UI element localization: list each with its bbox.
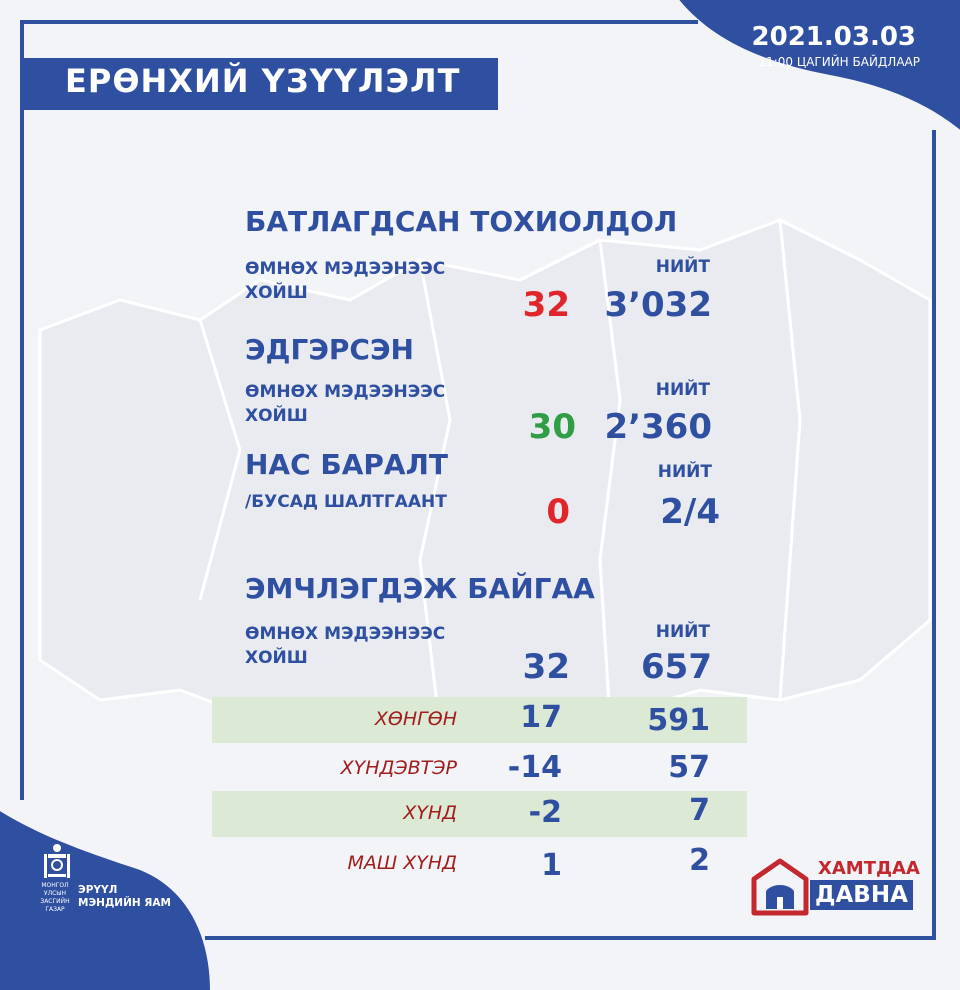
campaign-line-1: ХАМТДАА	[818, 858, 920, 879]
severity-label: ХҮНДЭВТЭР	[340, 757, 457, 779]
ministry-name	[78, 884, 171, 910]
report-date: 2021.03.03	[751, 22, 916, 52]
deaths-total-value: 2/4	[660, 492, 720, 532]
page-title: ЕРӨНХИЙ ҮЗҮҮЛЭЛТ	[65, 62, 461, 100]
confirmed-total-label: НИЙТ	[655, 257, 710, 277]
severity-change: 17	[520, 700, 562, 735]
recovered-new-value: 30	[528, 407, 576, 447]
treatment-since-label-1: ӨМНӨХ МЭДЭЭНЭЭС	[245, 624, 446, 644]
deaths-total-label: НИЙТ	[657, 462, 712, 482]
severity-total: 591	[647, 703, 710, 738]
frame-left	[20, 20, 24, 800]
government-label-line-1: МОНГОЛ УЛСЫН	[41, 882, 69, 897]
severity-label: МАШ ХҮНД	[347, 852, 457, 874]
severity-change: -14	[507, 750, 562, 785]
recovered-since-label-1: ӨМНӨХ МЭДЭЭНЭЭС	[245, 382, 446, 402]
recovered-total-value: 2’360	[604, 407, 712, 447]
soyombo-emblem-icon	[40, 842, 74, 880]
severity-change: 1	[541, 848, 562, 883]
treatment-since-label-2: ХОЙШ	[245, 648, 308, 668]
severity-total: 2	[689, 843, 710, 878]
treatment-total-label: НИЙТ	[655, 622, 710, 642]
severity-label: ХҮНД	[403, 802, 457, 824]
confirmed-new-value: 32	[522, 285, 570, 325]
ministry-name-line-1: ЭРҮҮЛ	[78, 884, 118, 896]
deaths-sub-label: /БУСАД ШАЛТГААНТ	[245, 492, 447, 512]
confirmed-since-label-1: ӨМНӨХ МЭДЭЭНЭЭС	[245, 259, 446, 279]
severity-total: 7	[689, 793, 710, 828]
severity-change: -2	[528, 795, 562, 830]
deaths-new-value: 0	[546, 492, 570, 532]
severity-total: 57	[668, 750, 710, 785]
recovered-since-label-2: ХОЙШ	[245, 406, 308, 426]
confirmed-title: БАТЛАГДСАН ТОХИОЛДОЛ	[245, 205, 678, 238]
frame-bottom	[205, 936, 936, 940]
treatment-title: ЭМЧЛЭГДЭЖ БАЙГАА	[245, 572, 595, 605]
severity-label: ХӨНГӨН	[374, 708, 457, 730]
government-label-line-2: ЗАСГИЙН ГАЗАР	[40, 898, 70, 913]
recovered-total-label: НИЙТ	[655, 380, 710, 400]
campaign-line-2: ДАВНА	[810, 880, 913, 910]
deaths-title: НАС БАРАЛТ	[245, 448, 448, 481]
confirmed-since-label-2: ХОЙШ	[245, 283, 308, 303]
frame-right	[932, 130, 936, 940]
ministry-name-line-2: МЭНДИЙН ЯАМ	[78, 897, 171, 909]
frame-top	[20, 20, 698, 24]
confirmed-total-value: 3’032	[604, 285, 712, 325]
treatment-new-value: 32	[522, 647, 570, 687]
recovered-title: ЭДГЭРСЭН	[245, 333, 414, 366]
ger-home-icon	[748, 855, 812, 921]
government-label	[30, 882, 80, 914]
report-time: 11:00 ЦАГИЙН БАЙДЛААР	[758, 55, 920, 69]
treatment-total-value: 657	[641, 647, 712, 687]
